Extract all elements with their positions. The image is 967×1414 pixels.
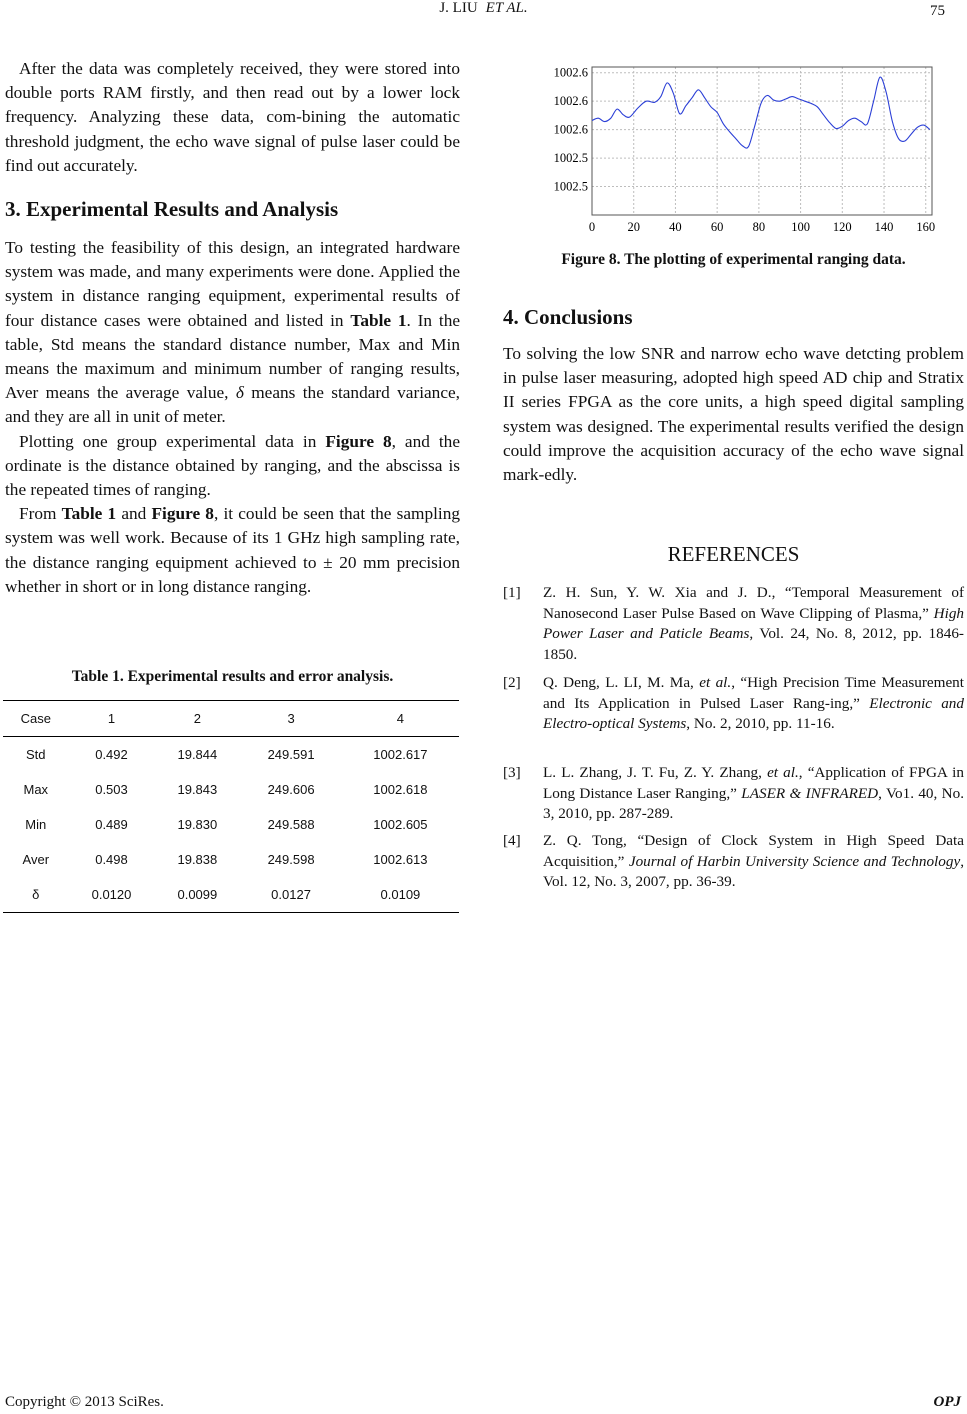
table-cell: Std: [26, 747, 46, 762]
text-run: From: [19, 504, 62, 524]
reference-item: [503, 583, 964, 665]
header-authors: J. LIU: [439, 0, 478, 16]
table-header-row: [3, 701, 459, 737]
table-cell: 0.0109: [380, 887, 421, 902]
text-run: Plotting one group experimental data in: [19, 431, 326, 451]
table-cell: 249.591: [267, 747, 315, 762]
paragraph-data-handling: After the data was completely received, they were stored into double ports RAM firstly, and then read out by a lower lock frequency. Analyzing these data, com-bining the automatic threshold judgment, the echo wave signal of pulse laser could be find out accurately.: [5, 59, 460, 175]
left-column: [5, 57, 460, 178]
paragraph-results: [5, 502, 460, 599]
journal-name: Journal of Harbin University Science and Technology: [628, 852, 961, 870]
paragraph-plotting: [5, 430, 460, 503]
table-cell: 0.0120: [91, 887, 132, 902]
table-cell: 19.844: [177, 747, 218, 762]
reference-text: [543, 763, 964, 825]
table-cell: 1002.618: [373, 782, 428, 797]
reference-text: [543, 583, 964, 665]
table-cell: 1002.617: [373, 747, 428, 762]
text-run: , “Application of FPGA in Long Distance Laser Ranging,”: [543, 764, 964, 802]
text-run: Z. H. Sun, Y. W. Xia and J. D., “Temporal Measurement of Nanosecond Laser Pulse Based on Wave Clipping of Plasma,”: [543, 584, 964, 622]
table-cell: 19.830: [177, 817, 218, 832]
table-cell: 1002.605: [373, 817, 428, 832]
text-run: , Vol. 24, No. 8, 2012, pp. 1846-1850.: [543, 625, 964, 663]
header-cell: 4: [396, 711, 405, 726]
references-title: REFERENCES: [667, 542, 800, 566]
x-tick-label: 140: [874, 220, 894, 234]
table-row: [3, 842, 459, 877]
table-cell: 249.606: [267, 782, 315, 797]
reference-number: [2]: [503, 674, 521, 691]
footer-journal: OPJ: [933, 1394, 961, 1410]
left-column-body: [5, 236, 460, 599]
chart-grid: [592, 67, 932, 215]
table-row: [3, 877, 459, 913]
y-tick-label: 1002.6: [553, 94, 588, 109]
y-tick-label: 1002.6: [553, 65, 588, 80]
table-cell: 0.492: [95, 747, 128, 762]
y-tick-label: 1002.5: [553, 179, 588, 194]
header-etal: ET AL.: [485, 0, 528, 16]
table-cell: 0.498: [95, 852, 128, 867]
text-run: , Vol. 12, No. 3, 2007, pp. 36-39.: [543, 852, 964, 890]
x-tick-label: 160: [916, 220, 936, 234]
table-cell: 0.0127: [271, 887, 311, 902]
text-run: , “High Precision Time Measurement and Its Application in Pulsed Laser Rang-ing,”: [543, 674, 964, 712]
text-run: , No. 2, 2010, pp. 11-16.: [686, 715, 835, 732]
y-tick-labels: [554, 66, 588, 194]
table-cell: 19.838: [177, 852, 218, 867]
x-tick-label: 80: [752, 220, 766, 234]
reference-item: [503, 831, 964, 893]
text-run: , it could be seen that the sampling system was well work. Because of its 1 GHz high sampling rate, the distance ranging equipment achieved to ± 20 mm precision whether in short or in long distance ranging.: [5, 504, 460, 596]
section-3-title: 3. Experimental Results and Analysis: [5, 197, 339, 221]
section-4-title: 4. Conclusions: [503, 305, 633, 329]
x-tick-label: 120: [832, 220, 852, 234]
paragraph-feasibility: [5, 236, 460, 430]
table-cell: Min: [25, 817, 47, 832]
text-run: , and the ordinate is the distance obtained by ranging, and the abscissa is the repeated times of ranging.: [5, 431, 460, 500]
text-run: . In the table, Std means the standard distance number, Max and Min means the maximum and minimum number of ranging results, Aver means the average value,: [5, 310, 461, 403]
text-run: , Vo1. 40, No. 3, 2010, pp. 287-289.: [543, 784, 964, 822]
header-cell: 2: [193, 711, 201, 726]
journal-name: Electronic and Electro-optical Systems: [543, 694, 964, 732]
x-tick-label: 0: [588, 220, 596, 234]
table-cell: 0.489: [95, 817, 128, 832]
text-run: To testing the feasibility of this design, an integrated hardware system was made, and many experiments were done. Applied the system in distance ranging equipment, experimental results of four distance cases were obtained and listed in: [5, 238, 460, 330]
x-tick-label: 40: [669, 220, 682, 234]
journal-name: LASER & INFRARED: [741, 784, 879, 802]
footer-copyright: Copyright © 2013 SciRes.: [5, 1394, 164, 1410]
running-header: [0, 0, 967, 17]
series-line: [592, 77, 930, 148]
reference-text: [543, 831, 964, 893]
table-cell: Max: [23, 782, 49, 797]
x-tick-label: 20: [627, 220, 640, 234]
paragraph-conclusions: To solving the low SNR and narrow echo wave detcting problem in pulse laser measuring, adopted high speed AD chip and Stratix II series FPGA as the core units, a high speed digital sampling system was designed. The experimental results verified the design could improve the acquisition accuracy of the echo wave signal mark-edly.: [503, 344, 964, 485]
text-run: Q. Deng, L. LI, M. Ma,: [543, 674, 700, 691]
figure-ref: Figure 8: [151, 504, 214, 524]
table-cell: δ: [32, 887, 40, 902]
page-number: 75: [930, 3, 945, 19]
table-row: [3, 772, 459, 807]
reference-item: [503, 763, 964, 825]
table-row: [3, 737, 459, 773]
header-cell: 1: [107, 711, 116, 726]
table-cell: 19.843: [177, 782, 218, 797]
table-cell: 249.598: [267, 852, 315, 867]
table-cell: 249.588: [267, 817, 315, 832]
journal-name: High Power Laser and Paticle Beams: [543, 604, 964, 642]
table-caption: Table 1. Experimental results and error analysis.: [71, 668, 394, 685]
reference-number: [3]: [503, 764, 521, 781]
etal: et al.: [767, 764, 799, 781]
x-tick-label: 100: [791, 220, 810, 234]
figure-ref: Figure 8: [325, 431, 392, 451]
x-tick-labels: [589, 220, 935, 234]
reference-number: [1]: [503, 584, 521, 601]
header-cell: Case: [20, 711, 51, 726]
y-tick-label: 1002.5: [553, 151, 588, 166]
text-run: means the standard variance, and they are all in unit of meter.: [5, 383, 460, 427]
table-cell: 1002.613: [373, 852, 428, 867]
figure-caption: Figure 8. The plotting of experimental ranging data.: [561, 251, 906, 268]
etal: et al.: [699, 674, 732, 691]
text-run: L. L. Zhang, J. T. Fu, Z. Y. Zhang,: [543, 764, 768, 781]
results-table: [3, 700, 459, 913]
header-cell: 3: [287, 711, 295, 726]
text-run: Z. Q. Tong, “Design of Clock System in High Speed Data Acquisition,”: [543, 832, 964, 870]
table-cell: 0.503: [95, 782, 128, 797]
table-row: [3, 807, 459, 842]
plot-frame: [592, 67, 932, 215]
table-cell: Aver: [22, 852, 50, 867]
delta-symbol: δ: [235, 383, 244, 403]
y-tick-label: 1002.6: [553, 122, 588, 137]
conclusions-body: [503, 342, 964, 487]
x-tick-label: 60: [710, 220, 724, 234]
figure-8-chart: [530, 58, 950, 243]
table-ref: Table 1: [350, 310, 407, 330]
table-cell: 0.0099: [177, 887, 218, 902]
table-ref: Table 1: [61, 504, 117, 524]
text-run: and: [116, 504, 152, 524]
reference-item: [503, 673, 964, 735]
reference-text: [543, 673, 964, 735]
reference-number: [4]: [503, 832, 521, 849]
